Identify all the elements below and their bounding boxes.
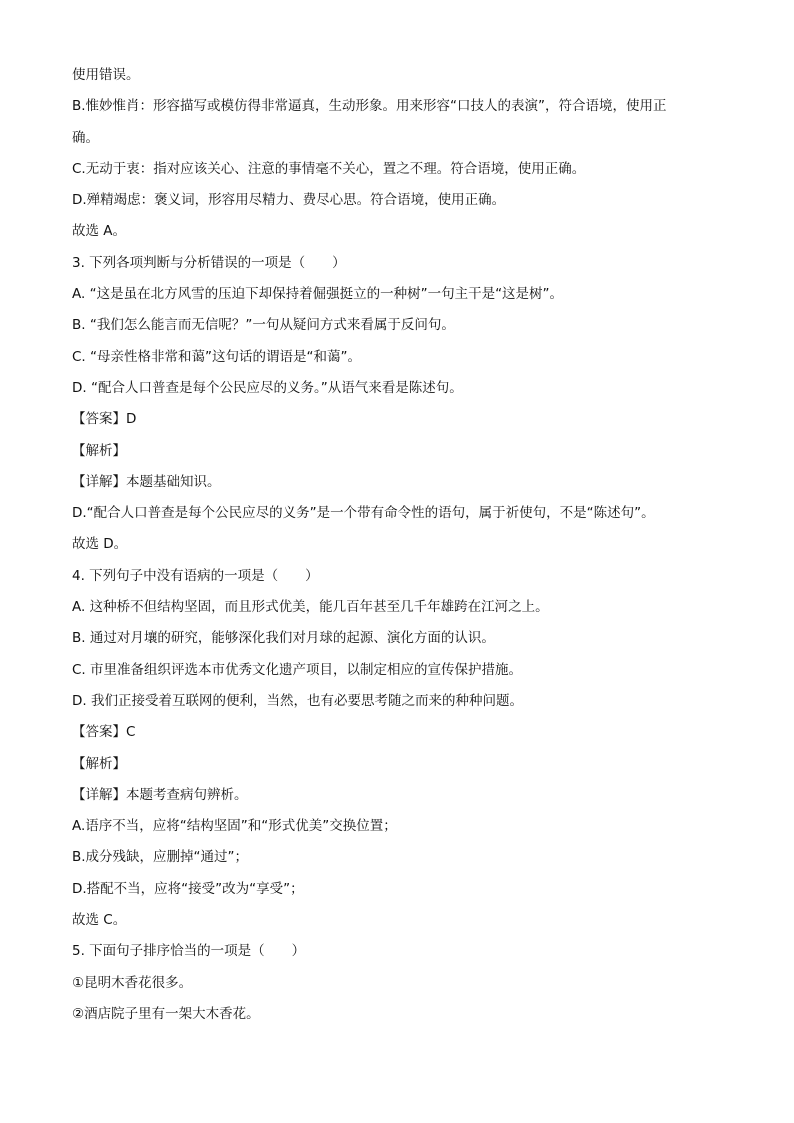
text-line: D.殚精竭虑：褒义词，形容用尽精力、费尽心思。符合语境，使用正确。 <box>72 192 506 209</box>
option-c: C. 市里准备组织评选本市优秀文化遗产项目，以制定相应的宣传保护措施。 <box>72 661 523 678</box>
text-line: B.惟妙惟肖：形容描写或模仿得非常逼真，生动形象。用来形容“口技人的表演”，符合语境，使用正 <box>72 98 667 115</box>
question-title: 5. 下面句子排序恰当的一项是（ ） <box>72 943 306 960</box>
option-a: A. 这种桥不但结构坚固，而且形式优美，能几百年甚至几千年雄跨在江河之上。 <box>72 599 549 616</box>
question-title: 4. 下列句子中没有语病的一项是（ ） <box>72 567 319 584</box>
text-line: 确。 <box>72 129 99 146</box>
option-a: A. “这是虽在北方风雪的压迫下却保持着倔强挺立的一种树”一句主干是“这是树”。 <box>72 286 564 303</box>
sentence-item: ①昆明木香花很多。 <box>72 974 193 991</box>
text-line: A.语序不当，应将“结构坚固”和“形式优美”交换位置； <box>72 818 397 835</box>
question-title: 3. 下列各项判断与分析错误的一项是（ ） <box>72 254 346 271</box>
text-line: 故选 A。 <box>72 223 127 240</box>
option-d: D. 我们正接受着互联网的便利，当然，也有必要思考随之而来的种种问题。 <box>72 692 523 709</box>
option-b: B. “我们怎么能言而无信呢？”一句从疑问方式来看属于反问句。 <box>72 317 455 334</box>
option-d: D. “配合人口普查是每个公民应尽的义务。”从语气来看是陈述句。 <box>72 379 463 396</box>
document-page <box>72 60 722 1030</box>
analysis-label: 【解析】 <box>72 442 126 459</box>
text-line: 故选 C。 <box>72 912 127 929</box>
text-line: D.“配合人口普查是每个公民应尽的义务”是一个带有命令性的语句，属于祈使句，不是“陈述句”。 <box>72 505 655 522</box>
sentence-item: ②酒店院子里有一架大木香花。 <box>72 1005 260 1022</box>
detail-label: 【详解】本题考查病句辨析。 <box>72 786 248 803</box>
text-line: 故选 D。 <box>72 536 128 553</box>
option-c: C. “母亲性格非常和蔼”这句话的谓语是“和蔼”。 <box>72 348 361 365</box>
option-b: B. 通过对月壤的研究，能够深化我们对月球的起源、演化方面的认识。 <box>72 630 495 647</box>
text-line: B.成分残缺，应删掉“通过”； <box>72 849 249 866</box>
text-line: D.搭配不当，应将“接受”改为“享受”； <box>72 880 304 897</box>
analysis-label: 【解析】 <box>72 755 126 772</box>
answer-label: 【答案】D <box>72 411 137 428</box>
text-line: C.无动于衷：指对应该关心、注意的事情毫不关心，置之不理。符合语境，使用正确。 <box>72 160 586 177</box>
detail-label: 【详解】本题基础知识。 <box>72 473 221 490</box>
answer-label: 【答案】C <box>72 724 136 741</box>
text-line: 使用错误。 <box>72 67 140 83</box>
